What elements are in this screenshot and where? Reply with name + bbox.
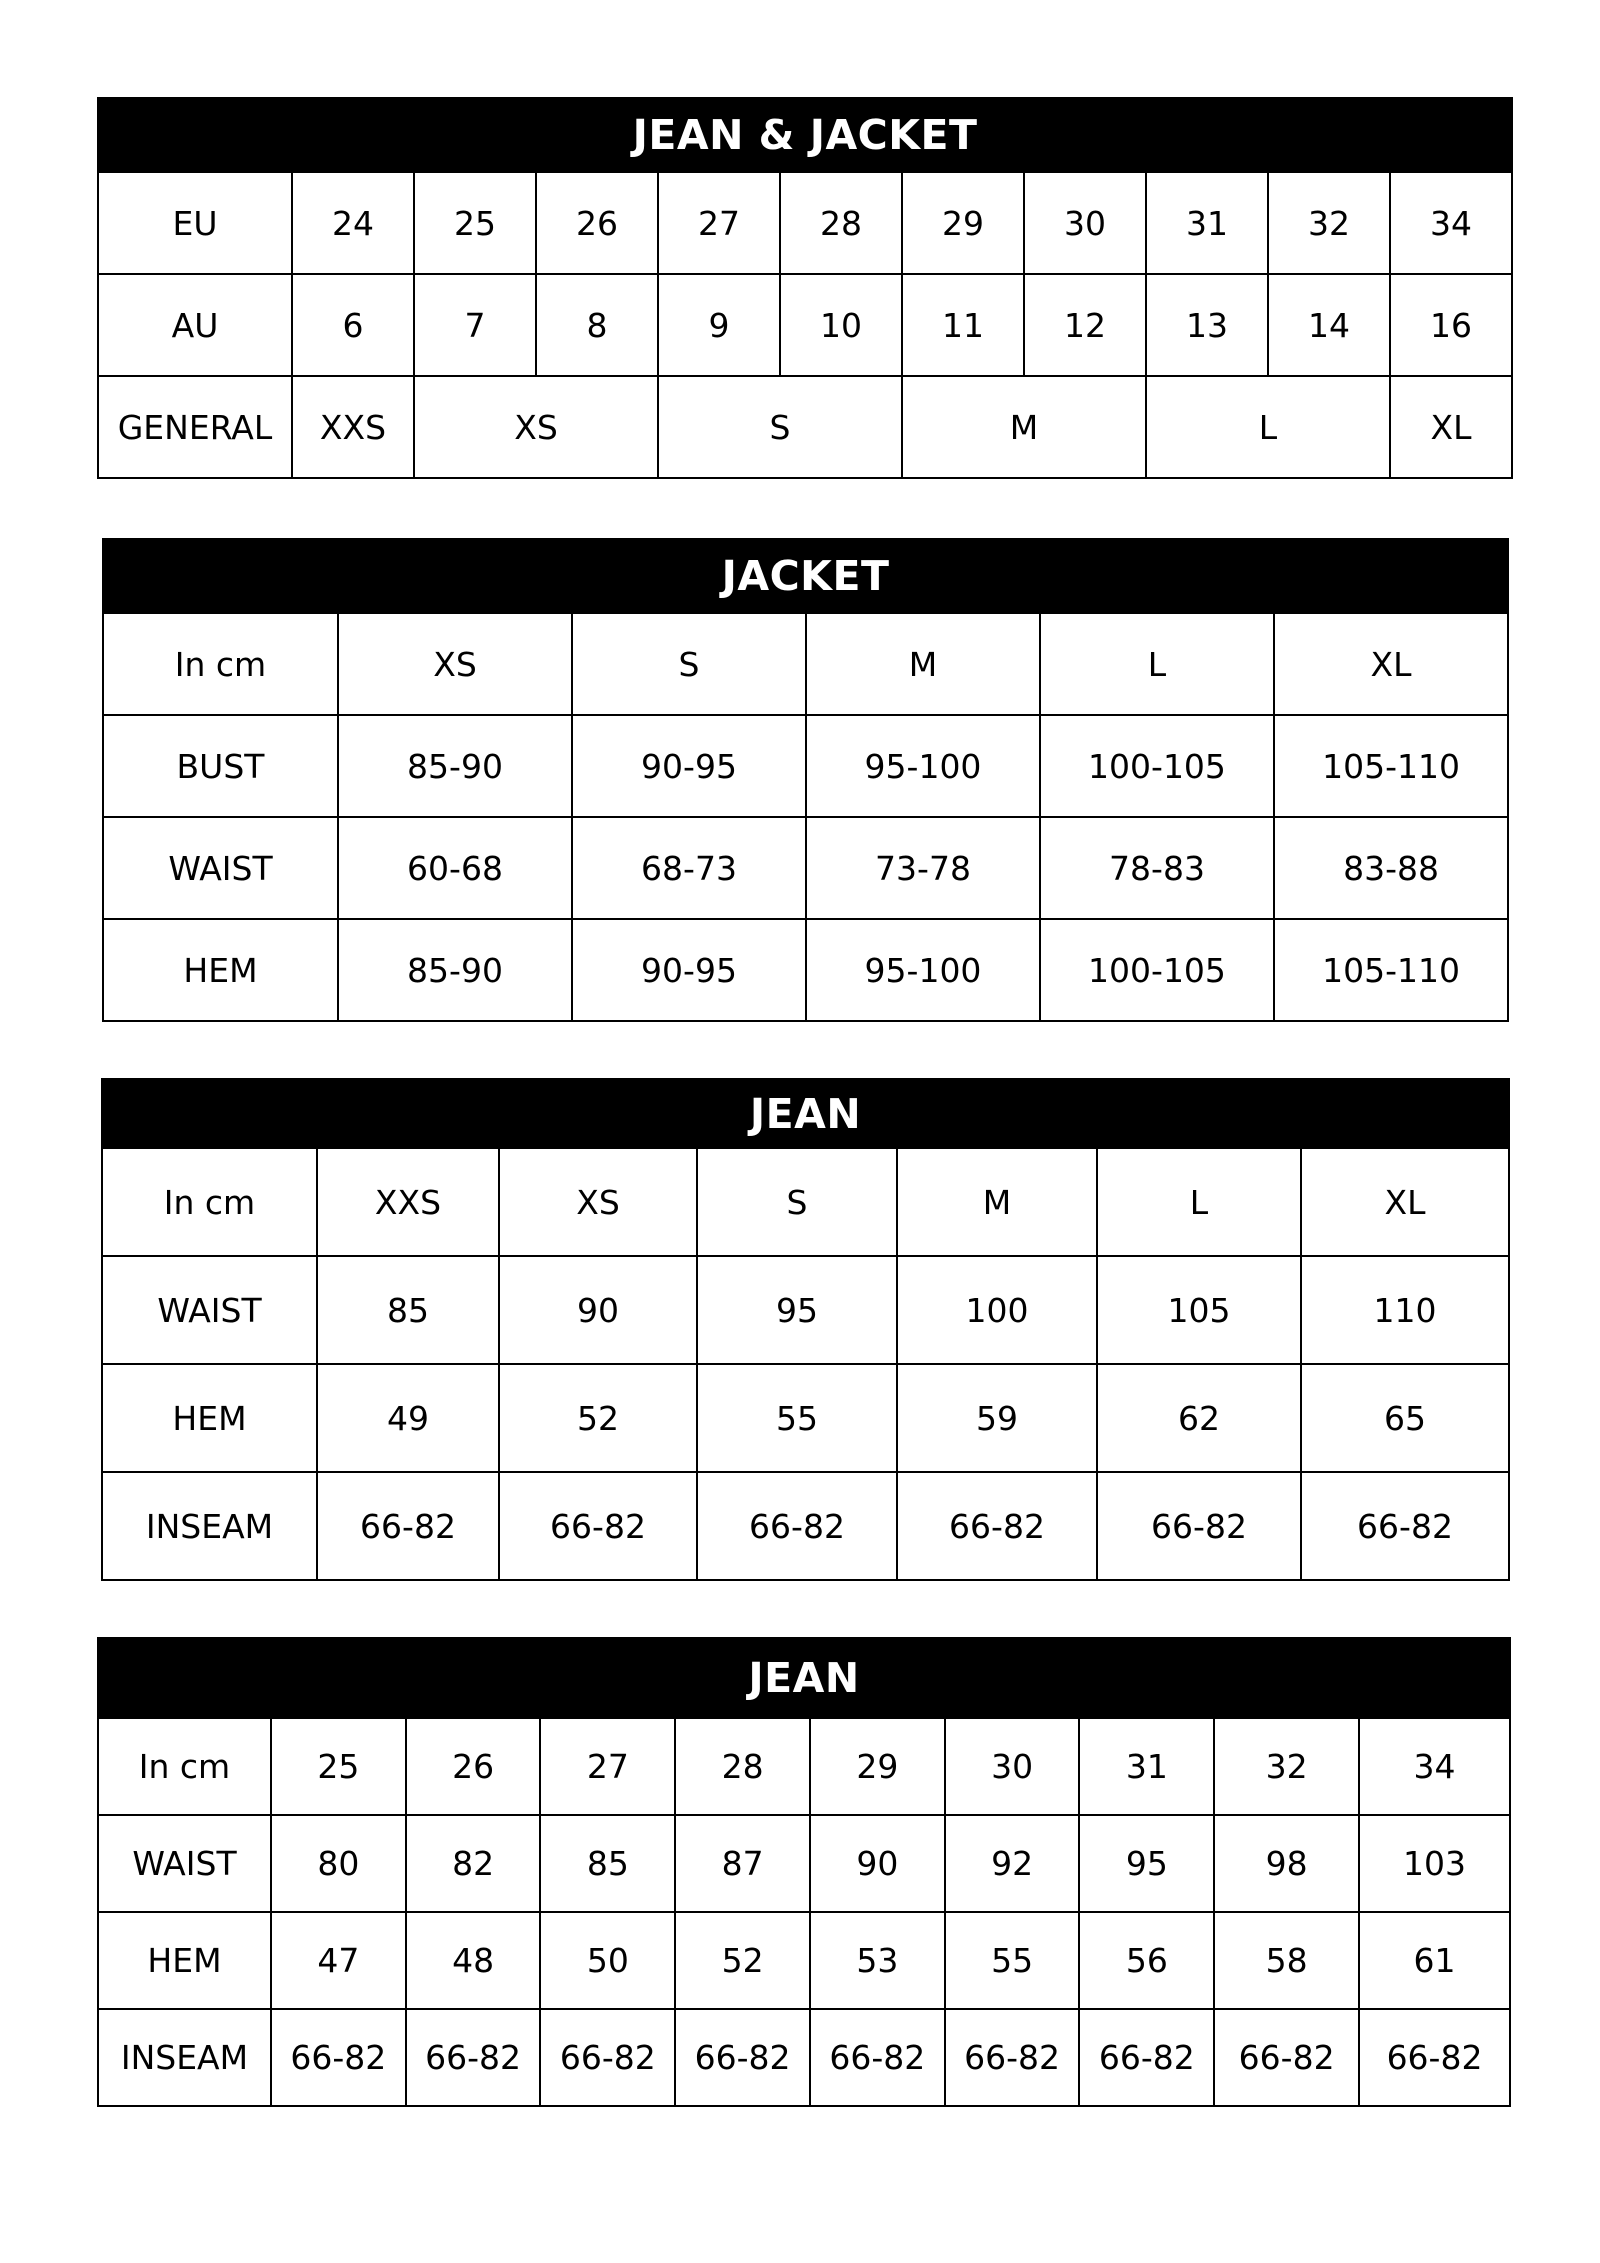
table-row [98,1718,1510,1815]
table-cell: S [572,613,806,715]
table-cell: 78-83 [1040,817,1274,919]
table-cell: XXS [317,1148,499,1256]
table-cell: 24 [292,172,414,274]
table-row [102,1148,1509,1256]
table-cell: 66-82 [1097,1472,1301,1580]
table-cell: 49 [317,1364,499,1472]
table-cell: 83-88 [1274,817,1508,919]
table-cell: 66-82 [1301,1472,1509,1580]
table-cell: 85 [317,1256,499,1364]
row-label: EU [98,172,292,274]
table-cell: XS [338,613,572,715]
table-cell: 68-73 [572,817,806,919]
table-cell: 11 [902,274,1024,376]
table-cell: 65 [1301,1364,1509,1472]
table-row [103,715,1508,817]
table-cell: 34 [1390,172,1512,274]
table-cell: 32 [1214,1718,1359,1815]
table-cell: 66-82 [540,2009,675,2106]
table-cell: 55 [697,1364,897,1472]
table-cell: 110 [1301,1256,1509,1364]
size-table-jean-jacket [97,97,1513,479]
table-cell: 62 [1097,1364,1301,1472]
table-cell: 100-105 [1040,919,1274,1021]
table-cell: 16 [1390,274,1512,376]
table-cell: 25 [271,1718,406,1815]
table-row [103,817,1508,919]
size-table-jacket [102,538,1509,1022]
table-cell: 66-82 [675,2009,810,2106]
table-cell: 29 [902,172,1024,274]
table-title: JEAN [98,1638,1510,1718]
row-label: AU [98,274,292,376]
table-cell: 90-95 [572,715,806,817]
size-table-jean-numeric [97,1637,1511,2107]
row-label: GENERAL [98,376,292,478]
table-cell: 32 [1268,172,1390,274]
table-cell: 66-82 [1079,2009,1214,2106]
table-cell: S [658,376,902,478]
table-cell: 66-82 [317,1472,499,1580]
table-cell: 6 [292,274,414,376]
table-cell: 47 [271,1912,406,2009]
table-row [102,1364,1509,1472]
table-cell: 27 [540,1718,675,1815]
row-label: In cm [102,1148,317,1256]
table-cell: 90-95 [572,919,806,1021]
table-cell: 85-90 [338,919,572,1021]
row-label: BUST [103,715,338,817]
table-cell: 66-82 [271,2009,406,2106]
table-cell: 52 [499,1364,697,1472]
table-cell: XL [1390,376,1512,478]
table-row [102,1256,1509,1364]
table-cell: S [697,1148,897,1256]
table-cell: 25 [414,172,536,274]
table-cell: 60-68 [338,817,572,919]
table-cell: L [1040,613,1274,715]
row-label: WAIST [102,1256,317,1364]
table-cell: 9 [658,274,780,376]
table-row [98,274,1512,376]
row-label: In cm [103,613,338,715]
table-cell: 61 [1359,1912,1510,2009]
table-cell: 105-110 [1274,715,1508,817]
table-cell: 82 [406,1815,541,1912]
table-cell: 48 [406,1912,541,2009]
table-cell: 95 [697,1256,897,1364]
table-cell: 31 [1079,1718,1214,1815]
row-label: INSEAM [98,2009,271,2106]
table-cell: 27 [658,172,780,274]
table-cell: M [897,1148,1097,1256]
table-cell: L [1097,1148,1301,1256]
table-cell: 59 [897,1364,1097,1472]
table-cell: 85-90 [338,715,572,817]
row-label: WAIST [98,1815,271,1912]
table-title: JACKET [103,539,1508,613]
table-row [102,1472,1509,1580]
table-row [103,919,1508,1021]
table-row [98,1815,1510,1912]
table-cell: 66-82 [897,1472,1097,1580]
table-cell: 80 [271,1815,406,1912]
table-cell: 13 [1146,274,1268,376]
table-cell: 14 [1268,274,1390,376]
table-row [98,2009,1510,2106]
table-cell: 26 [406,1718,541,1815]
table-cell: 92 [945,1815,1080,1912]
table-cell: 66-82 [810,2009,945,2106]
table-row [98,376,1512,478]
row-label: HEM [98,1912,271,2009]
table-cell: 90 [810,1815,945,1912]
table-cell: 98 [1214,1815,1359,1912]
table-cell: 66-82 [697,1472,897,1580]
table-cell: 30 [945,1718,1080,1815]
table-cell: 30 [1024,172,1146,274]
row-label: HEM [102,1364,317,1472]
row-label: In cm [98,1718,271,1815]
row-label: INSEAM [102,1472,317,1580]
table-cell: 8 [536,274,658,376]
table-cell: 10 [780,274,902,376]
table-cell: M [806,613,1040,715]
table-cell: 50 [540,1912,675,2009]
table-cell: 66-82 [1359,2009,1510,2106]
table-cell: 55 [945,1912,1080,2009]
table-cell: 95-100 [806,715,1040,817]
table-row [98,172,1512,274]
table-cell: XXS [292,376,414,478]
table-cell: 100 [897,1256,1097,1364]
table-cell: XS [499,1148,697,1256]
table-cell: 87 [675,1815,810,1912]
table-cell: 29 [810,1718,945,1815]
table-cell: M [902,376,1146,478]
table-cell: 31 [1146,172,1268,274]
table-cell: XS [414,376,658,478]
row-label: HEM [103,919,338,1021]
table-title: JEAN [102,1079,1509,1148]
table-cell: 105-110 [1274,919,1508,1021]
table-cell: 73-78 [806,817,1040,919]
row-label: WAIST [103,817,338,919]
table-row [103,613,1508,715]
table-cell: 95 [1079,1815,1214,1912]
table-cell: 85 [540,1815,675,1912]
table-cell: L [1146,376,1390,478]
table-cell: 56 [1079,1912,1214,2009]
table-cell: 103 [1359,1815,1510,1912]
table-cell: 26 [536,172,658,274]
table-cell: 34 [1359,1718,1510,1815]
table-cell: 66-82 [499,1472,697,1580]
table-cell: 100-105 [1040,715,1274,817]
table-cell: 53 [810,1912,945,2009]
table-cell: 52 [675,1912,810,2009]
table-cell: 12 [1024,274,1146,376]
table-cell: 95-100 [806,919,1040,1021]
table-cell: 66-82 [1214,2009,1359,2106]
table-cell: XL [1301,1148,1509,1256]
table-cell: 105 [1097,1256,1301,1364]
table-cell: XL [1274,613,1508,715]
table-cell: 58 [1214,1912,1359,2009]
table-cell: 28 [675,1718,810,1815]
table-cell: 7 [414,274,536,376]
table-row [98,1912,1510,2009]
table-cell: 90 [499,1256,697,1364]
table-cell: 28 [780,172,902,274]
table-cell: 66-82 [945,2009,1080,2106]
table-cell: 66-82 [406,2009,541,2106]
table-title: JEAN & JACKET [98,98,1512,172]
size-table-jean-letter [101,1078,1510,1581]
